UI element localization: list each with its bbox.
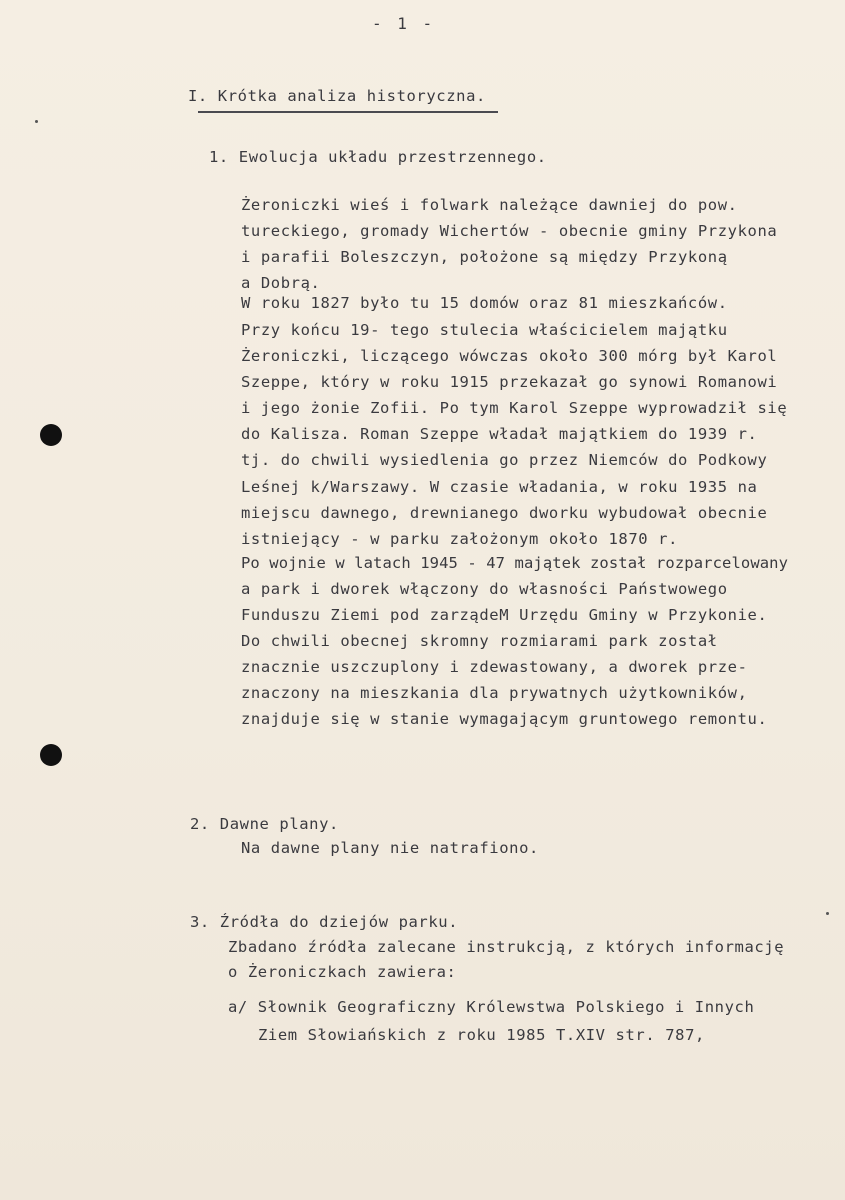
item1-line: W roku 1827 było tu 15 domów oraz 81 mieszkańców. [241,294,728,312]
punch-hole [40,424,62,446]
item1-line: i jego żonie Zofii. Po tym Karol Szeppe wyprowadził się [241,399,788,417]
item3-line: o Żeroniczkach zawiera: [228,963,457,981]
item1-line: tureckiego, gromady Wichertów - obecnie gminy Przykona [241,222,778,240]
item2-heading: 2. Dawne plany. [190,815,339,833]
punch-hole [40,744,62,766]
item1-line: Szeppe, który w roku 1915 przekazał go synowi Romanowi [241,373,778,391]
item1-line: tj. do chwili wysiedlenia go przez Niemców do Podkowy [241,451,768,469]
item1-line: Leśnej k/Warszawy. W czasie władania, w roku 1935 na [241,478,758,496]
section-title: I. Krótka analiza historyczna. [188,87,486,105]
item2-line: Na dawne plany nie natrafiono. [241,839,539,857]
item1-line: znaczony na mieszkania dla prywatnych użytkowników, [241,684,748,702]
page-number: - 1 - [372,14,436,33]
item1-line: Do chwili obecnej skromny rozmiarami park został [241,632,718,650]
item1-line: do Kalisza. Roman Szeppe władał majątkiem do 1939 r. [241,425,758,443]
item1-line: Przy końcu 19- tego stulecia właścicielem majątku [241,321,728,339]
item1-line: znajduje się w stanie wymagającym gruntowego remontu. [241,710,768,728]
item1-line: Żeroniczki wieś i folwark należące dawniej do pow. [241,196,738,214]
item3-line: Zbadano źródła zalecane instrukcją, z których informację [228,938,785,956]
item1-line: znacznie uszczuplony i zdewastowany, a dworek prze- [241,658,748,676]
title-underline [198,111,498,113]
item1-line: i parafii Boleszczyn, położone są między Przykoną [241,248,728,266]
item3-sub-line: a/ Słownik Geograficzny Królewstwa Polskiego i Innych [228,998,755,1016]
item1-line: Po wojnie w latach 1945 - 47 majątek został rozparcelowany [241,554,789,572]
item1-line: istniejący - w parku założonym około 1870 r. [241,530,678,548]
paper-speck [826,912,829,915]
item1-line: a Dobrą. [241,274,321,292]
item1-line: a park i dworek włączony do własności Państwowego [241,580,728,598]
item1-heading: 1. Ewolucja układu przestrzennego. [209,148,547,166]
item3-sub-line: Ziem Słowiańskich z roku 1985 T.XIV str. 787, [258,1026,705,1044]
paper-speck [35,120,38,123]
item1-line: Funduszu Ziemi pod zarządeM Urzędu Gminy w Przykonie. [241,606,768,624]
item3-heading: 3. Źródła do dziejów parku. [190,913,459,931]
item1-line: miejscu dawnego, drewnianego dworku wybudował obecnie [241,504,768,522]
item1-line: Żeroniczki, liczącego wówczas około 300 mórg był Karol [241,347,778,365]
